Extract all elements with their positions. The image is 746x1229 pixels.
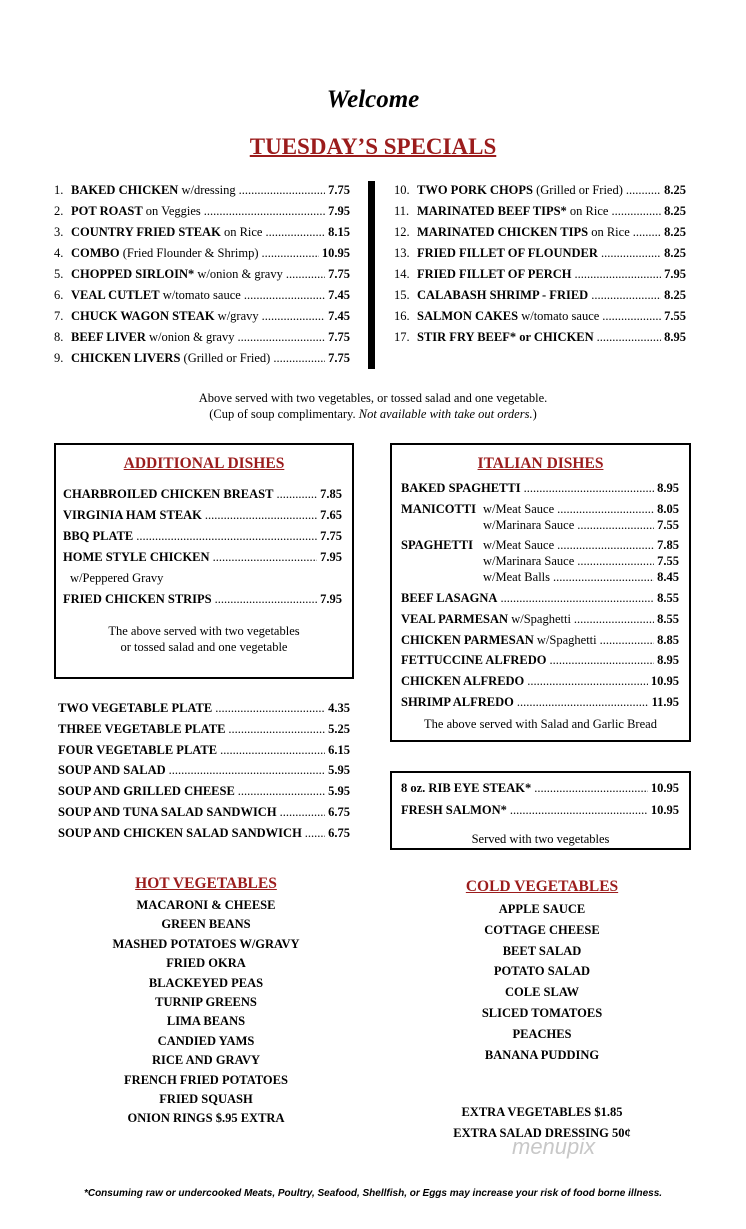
item-name: TWO PORK CHOPS (417, 183, 533, 197)
item-name: SOUP AND CHICKEN SALAD SANDWICH (58, 825, 302, 840)
dot-leader (591, 288, 661, 303)
vegetable-item: GREEN BEANS (161, 917, 251, 932)
specials-note-line2: (Cup of soup complimentary. Not available with take out orders.) (209, 407, 537, 421)
menu-row (54, 267, 350, 288)
vegetable-item: COTTAGE CHEESE (484, 922, 600, 937)
dot-leader (228, 722, 325, 737)
menu-row: w/Marinara Sauce ..... 7.55 (401, 554, 679, 570)
specials-note (0, 390, 746, 422)
additional-dishes-box (54, 443, 354, 679)
dot-leader (205, 508, 317, 523)
specials-note-line1: Above served with two vegetables, or tossed salad and one vegetable. (198, 391, 548, 405)
menu-row (394, 183, 686, 204)
menu-row (58, 722, 350, 743)
item-price: 6.15 (328, 742, 350, 757)
dot-leader (237, 330, 325, 345)
item-description: w/tomato sauce (518, 309, 600, 323)
item-name: MARINATED CHICKEN TIPS (417, 225, 589, 239)
item-number: 15. (394, 288, 410, 302)
italian-note: The above served with Salad and Garlic Bread (424, 716, 657, 731)
vegetable-item: BLACKEYED PEAS (148, 975, 264, 990)
item-price: 7.95 (320, 592, 342, 606)
item-number: 8. (54, 330, 64, 344)
dot-leader (276, 487, 317, 502)
dot-leader (136, 529, 317, 544)
dot-leader (510, 803, 648, 818)
additional-note-line1: The above served with two vegetables (108, 624, 300, 638)
additional-dishes-list (63, 487, 342, 613)
item-description: w/dressing (178, 183, 236, 197)
menu-row: MANICOTTI w/Meat Sauce ..... 8.05 (401, 502, 679, 518)
item-name: COUNTRY FRIED STEAK (71, 225, 221, 239)
item-name: CHOPPED SIRLOIN* (71, 267, 195, 281)
item-price: 8.85 (657, 632, 679, 647)
item-price: 7.75 (328, 267, 350, 281)
vegetable-item: BANANA PUDDING (484, 1047, 600, 1062)
dot-leader (602, 309, 661, 324)
item-price: 6.75 (328, 804, 350, 819)
menu-row (58, 743, 350, 764)
item-price: 10.95 (650, 803, 679, 817)
item-name: COMBO (71, 246, 120, 260)
menu-row (394, 204, 686, 225)
dot-leader (262, 309, 325, 324)
item-price: 7.85 (320, 487, 342, 501)
item-name: FRESH SALMON* (401, 803, 507, 817)
item-name: VEAL CUTLET (71, 288, 160, 302)
menu-row (63, 550, 342, 571)
item-name: BEEF LIVER (71, 330, 146, 344)
item-price: 10.95 (650, 674, 679, 689)
dot-leader (238, 784, 325, 799)
dot-leader (204, 204, 325, 219)
item-price: 8.95 (657, 653, 679, 668)
item-number: 14. (394, 267, 410, 281)
item-name: CHUCK WAGON STEAK (71, 309, 215, 323)
item-name: CHICKEN PARMESAN (401, 632, 534, 647)
vegetable-item: ONION RINGS $.95 EXTRA (127, 1111, 285, 1126)
menu-row (63, 487, 342, 508)
dot-leader (550, 653, 655, 668)
specials-right-column (394, 183, 686, 351)
steak-note: Served with two vegetables (471, 832, 610, 846)
item-price: 7.95 (664, 267, 686, 281)
item-name: FETTUCCINE ALFREDO (401, 653, 547, 668)
item-name: SALMON CAKES (417, 309, 519, 323)
menu-row (401, 612, 679, 633)
dot-leader (574, 612, 654, 627)
menu-row (401, 803, 679, 825)
dot-leader (262, 246, 319, 261)
item-name: SOUP AND GRILLED CHEESE (58, 784, 235, 799)
item-number: 12. (394, 225, 410, 239)
item-description: w/onion & gravy (145, 330, 235, 344)
item-price: 8.95 (664, 330, 686, 344)
item-price: 8.25 (664, 225, 686, 239)
item-price: 7.75 (328, 330, 350, 344)
item-number: 13. (394, 246, 410, 260)
menu-row (401, 591, 679, 612)
item-description: on Rice (588, 225, 630, 239)
item-price: 7.75 (320, 529, 342, 543)
menu-row (54, 204, 350, 225)
dot-leader (244, 288, 325, 303)
item-price: 8.55 (657, 611, 679, 626)
watermark: menupix (512, 1134, 596, 1159)
specials-title-text: TUESDAY’S SPECIALS (249, 134, 497, 159)
menu-row (401, 695, 679, 716)
item-price: 10.95 (321, 246, 350, 260)
dot-leader (611, 204, 661, 219)
menu-row (394, 330, 686, 351)
item-price: 7.75 (328, 351, 350, 365)
welcome-heading: Welcome (326, 86, 420, 113)
menu-row (401, 653, 679, 674)
column-divider (368, 181, 375, 369)
item-price: 7.45 (328, 309, 350, 323)
menu-row (394, 288, 686, 309)
item-description: (Fried Flounder & Shrimp) (119, 246, 259, 260)
item-price: 7.95 (328, 204, 350, 218)
vegetable-item: FRENCH FRIED POTATOES (124, 1072, 288, 1087)
item-number: 17. (394, 330, 410, 344)
vegetable-item: MASHED POTATOES W/GRAVY (112, 936, 300, 951)
item-name: TWO VEGETABLE PLATE (58, 701, 213, 715)
item-description: w/tomato sauce (159, 288, 241, 302)
item-name: BEEF LASAGNA (401, 591, 498, 605)
item-price: 7.95 (320, 550, 342, 564)
item-description: on Rice (220, 225, 263, 239)
item-price: 5.95 (328, 784, 350, 799)
item-name: SHRIMP ALFREDO (401, 694, 514, 709)
menu-row (401, 781, 679, 803)
menu-row (394, 225, 686, 246)
item-price: 8.25 (664, 288, 686, 302)
menu-row (63, 529, 342, 550)
item-price: 7.45 (328, 288, 350, 302)
item-price: 8.25 (664, 183, 686, 197)
dot-leader (239, 183, 326, 198)
dot-leader (213, 550, 318, 565)
steak-list (401, 781, 679, 825)
extra-vegetables: EXTRA VEGETABLES $1.85 (461, 1105, 623, 1119)
item-description: (Grilled or Fried) (180, 351, 271, 365)
menu-row (401, 633, 679, 654)
item-number: 3. (54, 225, 64, 239)
dot-leader (517, 695, 649, 710)
item-price: 10.95 (650, 781, 679, 795)
menu-row: BAKED SPAGHETTI ..... 8.95 (401, 481, 679, 502)
vegetable-item: PEACHES (512, 1026, 572, 1041)
item-name: 8 oz. RIB EYE STEAK* (401, 781, 532, 795)
menu-row (401, 674, 679, 695)
item-description: w/Spaghetti (533, 632, 597, 647)
vegetable-item: POTATO SALAD (493, 964, 591, 979)
item-name: FRIED FILLET OF FLOUNDER (417, 246, 598, 260)
menu-row: w/Marinara Sauce ..... 7.55 (401, 518, 679, 538)
menu-row (54, 330, 350, 351)
dot-leader (215, 701, 325, 716)
item-name: VEAL PARMESAN (401, 611, 509, 626)
dot-leader (220, 743, 325, 758)
menu-row (394, 309, 686, 330)
menu-row (54, 246, 350, 267)
item-name: CALABASH SHRIMP - FRIED (417, 288, 589, 302)
dot-leader (597, 330, 661, 345)
menu-row (54, 309, 350, 330)
cold-vegetables-title: COLD VEGETABLES (465, 878, 619, 895)
item-number: 16. (394, 309, 410, 323)
vegetable-item: RICE AND GRAVY (151, 1053, 261, 1068)
item-price: 11.95 (651, 694, 679, 709)
menu-row (63, 592, 342, 613)
item-number: 9. (54, 351, 64, 365)
menu-row: SPAGHETTI w/Meat Sauce ..... 7.85 (401, 538, 679, 554)
dot-leader (527, 674, 648, 689)
item-price: 6.75 (328, 825, 350, 840)
item-name: HOME STYLE CHICKEN (63, 550, 210, 564)
item-name: BAKED CHICKEN (71, 183, 179, 197)
item-description: on Veggies (142, 204, 201, 218)
menu-row (394, 267, 686, 288)
item-name: CHICKEN ALFREDO (401, 674, 525, 689)
menu-row (54, 225, 350, 246)
extra-salad-dressing: EXTRA SALAD DRESSING 50¢ (453, 1126, 631, 1141)
item-name: FRIED CHICKEN STRIPS (63, 592, 212, 606)
additional-note (56, 623, 352, 655)
item-description: w/gravy (214, 309, 259, 323)
dot-leader (600, 633, 655, 648)
vegetable-item: FRIED SQUASH (159, 1091, 253, 1106)
dot-leader (286, 267, 325, 282)
item-number: 4. (54, 246, 64, 260)
item-description: on Rice (566, 204, 609, 218)
dot-leader (273, 351, 325, 366)
item-number: 11. (394, 204, 410, 218)
menu-row (54, 183, 350, 204)
item-sub-note: w/Peppered Gravy (70, 571, 164, 585)
dot-leader (280, 805, 326, 820)
item-number: 7. (54, 309, 64, 323)
vegetable-item: LIMA BEANS (166, 1014, 246, 1029)
menu-row (54, 288, 350, 309)
menu-row (63, 508, 342, 529)
menu-row (58, 826, 350, 847)
menu-row (58, 763, 350, 784)
specials-left-column (54, 183, 350, 372)
vegetable-item: APPLE SAUCE (498, 902, 586, 916)
item-name: CHICKEN LIVERS (71, 351, 181, 365)
item-name: SOUP AND SALAD (58, 763, 166, 778)
item-name: MARINATED BEEF TIPS* (417, 204, 567, 218)
item-price: 8.25 (664, 204, 686, 218)
menu-row (394, 246, 686, 267)
dot-leader (626, 183, 661, 198)
item-number: 6. (54, 288, 64, 302)
menu-row (54, 351, 350, 372)
item-price: 4.35 (328, 701, 350, 715)
item-number: 1. (54, 183, 64, 197)
italian-dishes-box (390, 443, 691, 742)
item-description: w/Spaghetti (508, 611, 571, 626)
item-price: 7.55 (664, 309, 686, 323)
item-description: (Grilled or Fried) (532, 183, 623, 197)
item-name: FRIED FILLET OF PERCH (417, 267, 572, 281)
menu-row (58, 701, 350, 722)
dot-leader (305, 826, 325, 841)
additional-dishes-title: ADDITIONAL DISHES (123, 455, 285, 472)
plates-list (58, 701, 350, 847)
vegetable-item: CANDIED YAMS (157, 1033, 255, 1048)
item-name: CHARBROILED CHICKEN BREAST (63, 487, 274, 501)
item-description: w/onion & gravy (194, 267, 283, 281)
dot-leader (601, 246, 661, 261)
hot-vegetables-title: HOT VEGETABLES (135, 875, 277, 892)
vegetable-item: COLE SLAW (505, 985, 579, 1000)
vegetable-item: SLICED TOMATOES (481, 1005, 603, 1020)
item-name: POT ROAST (71, 204, 143, 218)
additional-note-line2: or tossed salad and one vegetable (120, 640, 288, 654)
vegetable-item: FRIED OKRA (166, 956, 246, 971)
italian-dishes-title: ITALIAN DISHES (477, 455, 604, 472)
item-number: 2. (54, 204, 64, 218)
steak-box (390, 771, 691, 850)
dot-leader (265, 225, 325, 240)
item-price: 5.95 (328, 763, 350, 778)
item-price: 7.65 (320, 508, 342, 522)
italian-dishes-list (401, 481, 679, 716)
item-name: THREE VEGETABLE PLATE (58, 721, 226, 736)
item-number: 10. (394, 183, 410, 197)
vegetable-item: TURNIP GREENS (155, 994, 257, 1009)
dot-leader (169, 763, 325, 778)
dot-leader (534, 781, 648, 796)
item-price: 8.15 (328, 225, 350, 239)
item-name: STIR FRY BEEF* or CHICKEN (417, 330, 594, 344)
dot-leader (500, 591, 654, 606)
dot-leader (215, 592, 317, 607)
vegetable-item: MACARONI & CHEESE (136, 898, 276, 912)
menu-row: w/Meat Balls ..... 8.45 (401, 570, 679, 591)
item-name: SOUP AND TUNA SALAD SANDWICH (58, 804, 277, 819)
cold-vegetables-list (392, 902, 692, 1068)
footer-disclaimer: *Consuming raw or undercooked Meats, Poultry, Seafood, Shellfish, or Eggs may increase your risk of food borne illness. (83, 1188, 663, 1199)
menu-row (58, 805, 350, 826)
hot-vegetables-list (56, 898, 356, 1131)
specials-title (0, 134, 746, 160)
dot-leader (633, 225, 661, 240)
item-number: 5. (54, 267, 64, 281)
menu-row (58, 784, 350, 805)
item-name: FOUR VEGETABLE PLATE (58, 742, 218, 757)
item-price: 7.75 (328, 183, 350, 197)
vegetable-item: BEET SALAD (502, 943, 582, 958)
item-price: 5.25 (328, 721, 350, 736)
item-price: 8.55 (657, 591, 679, 605)
item-name: VIRGINIA HAM STEAK (63, 508, 202, 522)
item-name: BBQ PLATE (63, 529, 134, 543)
dot-leader (575, 267, 662, 282)
item-price: 8.25 (664, 246, 686, 260)
